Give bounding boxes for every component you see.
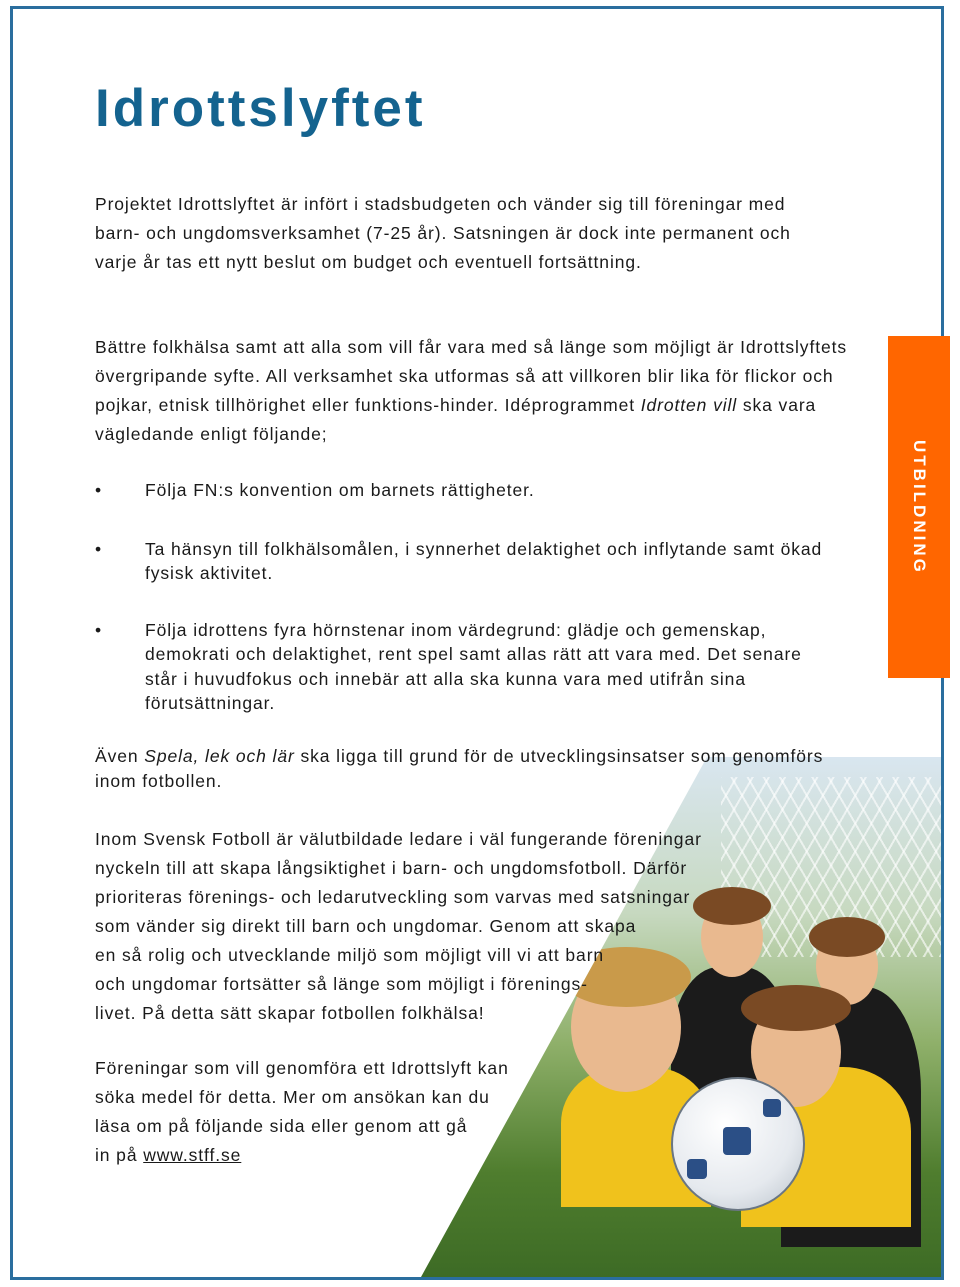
list-item: • Följa FN:s konvention om barnets rättigheter. [95, 478, 835, 503]
text-line: in på www.stff.se [95, 1145, 242, 1165]
text-line: Inom Svensk Fotboll är välutbildade ledare i väl fungerande föreningar [95, 829, 702, 849]
program-name: Idrotten vill [640, 395, 738, 415]
intro-paragraph-1: Projektet Idrottslyftet är infört i stadsbudgeten och vänder sig till föreningar med barn- och ungdomsverksamhet (7-25 år). Satsningen är dock inte permanent och varje år tas ett nytt beslut om budget och eventuell fortsättning. [95, 194, 791, 272]
text-line: livet. På detta sätt skapar fotbollen folkhälsa! [95, 1003, 485, 1023]
text-line: söka medel för detta. Mer om ansökan kan du [95, 1087, 490, 1107]
list-item: • Följa idrottens fyra hörnstenar inom värdegrund: glädje och gemenskap, demokrati och delaktighet, rent spel samt allas rätt att vara med. Det senare står i huvudfokus och innebär att alla ska kunna vara med utifrån sina förutsättningar. [95, 618, 835, 716]
football-image [671, 1077, 805, 1211]
text-line: läsa om på följande sida eller genom att gå [95, 1116, 468, 1136]
list-item: • Ta hänsyn till folkhälsomålen, i synnerhet delaktighet och inflytande samt ökad fysisk aktivitet. [95, 537, 835, 586]
text-line: och ungdomar fortsätter så länge som möjligt i förenings- [95, 974, 588, 994]
page-title: Idrottslyftet [95, 79, 426, 138]
text-line: prioriteras förenings- och ledarutveckling som varvas med satsningar [95, 887, 691, 907]
guideline-list [95, 478, 835, 716]
text-line: en så rolig och utvecklande miljö som möjligt vill vi att barn [95, 945, 605, 965]
paragraph-spela-lek: Även Spela, lek och lär ska ligga till grund för de utvecklingsinsatser som genomförs inom fotbollen. [95, 746, 824, 791]
paragraph-apply [95, 1054, 509, 1170]
category-tab [888, 336, 950, 678]
text-line: som vänder sig direkt till barn och ungdomar. Genom att skapa [95, 916, 637, 936]
category-tab-label: UTBILDNING [910, 439, 929, 575]
text-line: Föreningar som vill genomföra ett Idrottslyft kan [95, 1058, 509, 1078]
stff-website-link[interactable]: www.stff.se [143, 1145, 242, 1165]
intro-paragraph-2: Bättre folkhälsa samt att alla som vill får vara med så länge som möjligt är Idrottslyftets övergripande syfte. All verksamhet ska utformas så att villkoren blir lika för flickor och pojkar, etnisk tillhörighet eller funktions-hinder. Idéprogrammet Idrotten vill ska vara vägledande enligt följande; [95, 337, 848, 444]
text-line: nyckeln till att skapa långsiktighet i barn- och ungdomsfotboll. Därför [95, 858, 688, 878]
paragraph-svensk-fotboll [95, 825, 702, 1028]
